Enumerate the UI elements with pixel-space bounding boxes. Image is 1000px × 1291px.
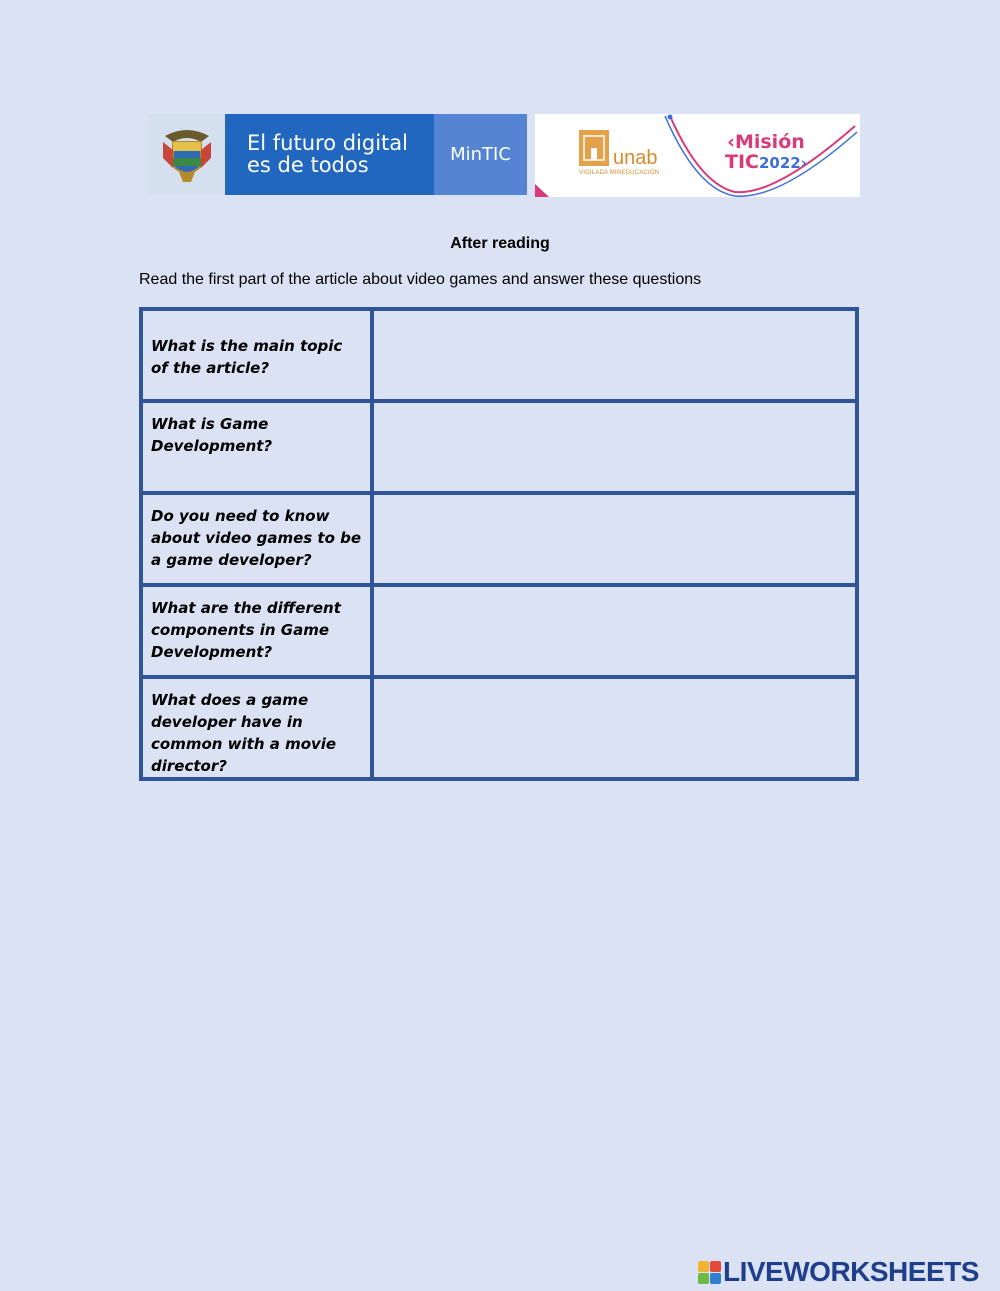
unab-subtitle: VIGILADA MINEDUCACIÓN [579,170,660,176]
answer-cell[interactable] [372,677,857,779]
liveworksheets-brand: LIVEWORKSHEETS [723,1256,979,1287]
mision-tic-logo [725,132,807,173]
question-cell: What are the different components in Game Development? [141,585,372,677]
table-row [141,677,857,779]
answer-cell[interactable] [372,401,857,493]
mision-tic: TIC [725,151,759,173]
answer-cell[interactable] [372,493,857,585]
liveworksheets-watermark[interactable] [698,1256,979,1288]
unab-building-icon [579,130,609,166]
question-cell: What does a game developer have in common with a movie director? [141,677,372,779]
liveworksheets-icon [698,1261,721,1284]
question-cell: Do you need to know about video games to be a game developer? [141,493,372,585]
header-banner [148,114,860,197]
lw-icon-tile [698,1273,709,1284]
partner-logos [535,114,860,197]
slogan-line-1: El futuro digital [247,131,408,155]
instructions-text: Read the first part of the article about video games and answer these questions [139,271,702,288]
unab-logo-text: unab [613,147,658,169]
colombia-coat-of-arms-logo [148,114,225,195]
answer-cell[interactable] [372,309,857,401]
government-slogan [225,114,434,195]
table-row [141,585,857,677]
mision-year: 2022› [758,154,807,172]
lw-icon-tile [710,1261,721,1272]
table-row [141,401,857,493]
question-table [139,307,859,781]
mision-line-1: ‹Misión [727,131,805,153]
table-row [141,309,857,401]
lw-icon-tile [698,1261,709,1272]
mision-line-2 [725,152,807,173]
mintic-logo: MinTIC [434,114,527,195]
slogan-line-2: es de todos [247,153,369,177]
answer-cell[interactable] [372,585,857,677]
page-title: After reading [450,235,550,252]
question-cell: What is Game Development? [141,401,372,493]
table-row [141,493,857,585]
lw-icon-tile [710,1273,721,1284]
question-cell: What is the main topic of the article? [141,309,372,401]
